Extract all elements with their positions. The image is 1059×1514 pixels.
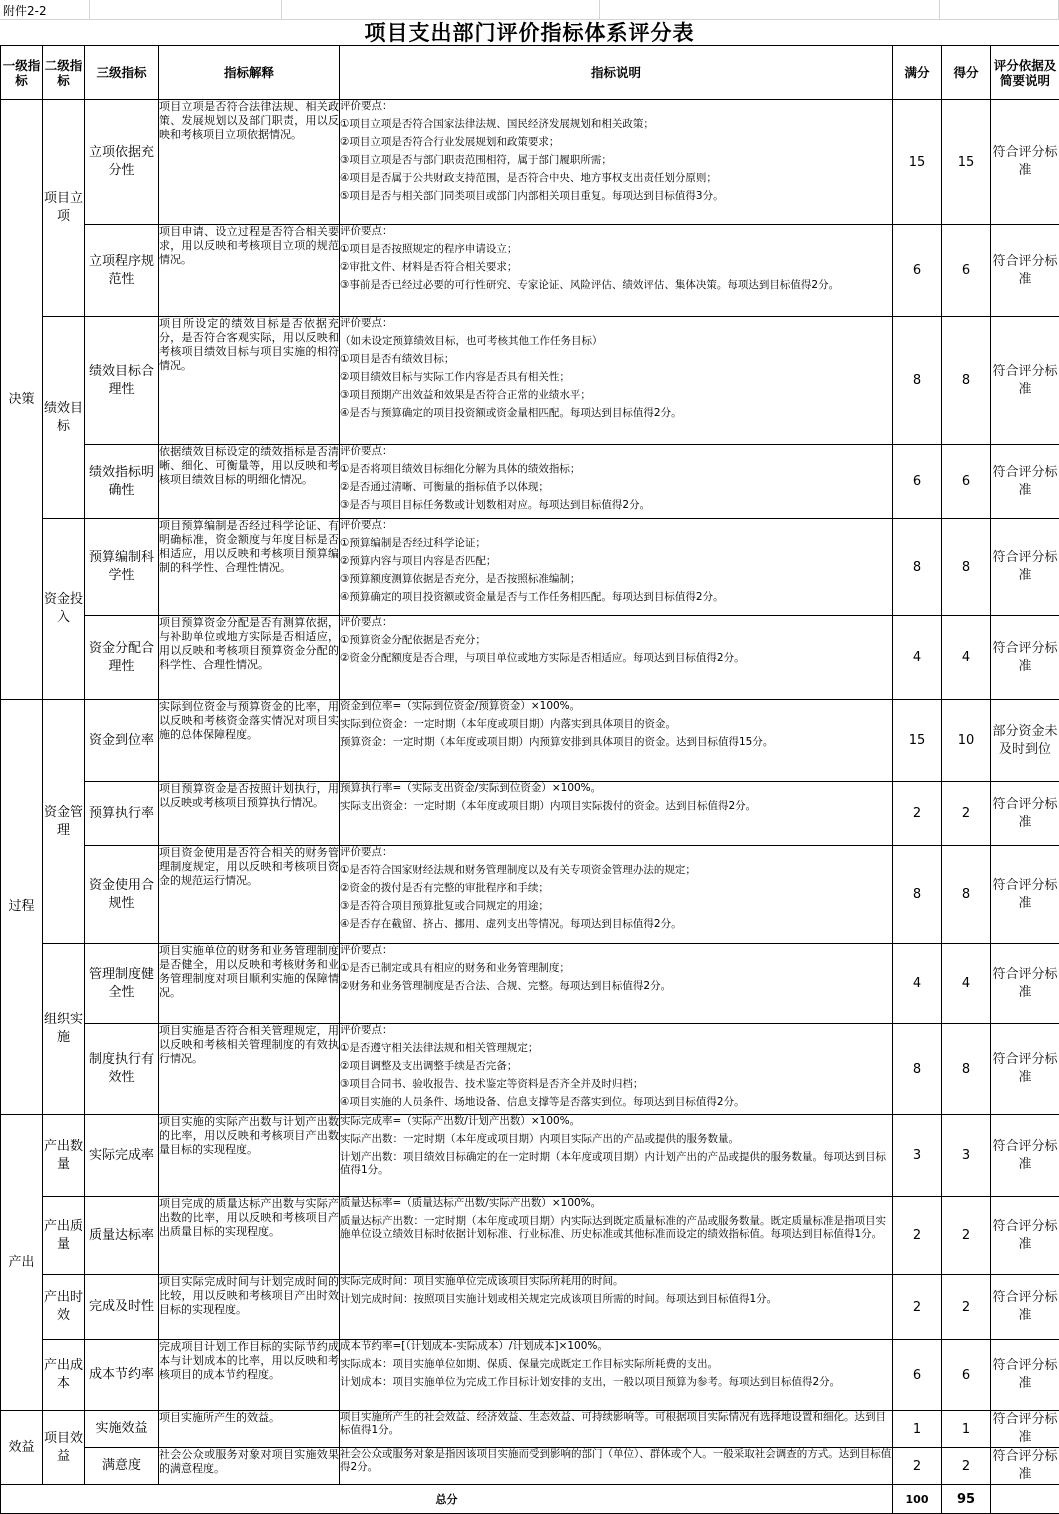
desc-line: ①预算编制是否经过科学论证； (340, 537, 892, 550)
desc-line: ③事前是否已经过必要的可行性研究、专家论证、风险评估、绩效评估、集体决策。每项达到目标值得2分。 (340, 279, 892, 292)
note-cell: 符合评分标准 (991, 782, 1059, 846)
full-score-cell: 8 (893, 317, 942, 445)
desc-line: ①是否符合国家财经法规和财务管理制度以及有关专项资金管理办法的规定； (340, 864, 892, 877)
desc-line: 实际完成率=（实际产出数/计划产出数）×100%。 (340, 1115, 892, 1128)
level3-cell: 实际完成率 (85, 1115, 159, 1197)
desc-cell (340, 1115, 893, 1197)
desc-line: ①项目立项是否符合国家法律法规、国民经济发展规划和相关政策； (340, 118, 892, 131)
explain-cell: 项目立项是否符合法律法规、相关政策、发展规划以及部门职责，用以反映和考核项目立项依据情况。 (159, 100, 340, 225)
desc-line: 评价要点： (340, 944, 892, 957)
header-level3: 三级指标 (85, 46, 159, 100)
desc-cell (340, 1411, 893, 1448)
desc-line: ①是否已制定或具有相应的财务和业务管理制度； (340, 962, 892, 975)
desc-line: 计划成本：项目实施单位为完成工作目标计划安排的支出，一般以项目预算为参考。每项达到目标值得2分。 (340, 1376, 892, 1389)
table-row (1, 1024, 1059, 1115)
note-cell: 符合评分标准 (991, 1275, 1059, 1340)
full-score-cell: 15 (893, 700, 942, 782)
desc-line: ③是否与项目目标任务数或计划数相对应。每项达到目标值得2分。 (340, 499, 892, 512)
sheet-cell (89, 0, 282, 20)
note-cell: 符合评分标准 (991, 944, 1059, 1024)
table-body (1, 100, 1059, 1514)
evaluation-table (0, 45, 1059, 1514)
desc-line: ①项目是否有绩效目标； (340, 353, 892, 366)
full-score-cell: 3 (893, 1115, 942, 1197)
level2-cell: 组织实施 (43, 944, 85, 1115)
desc-line: ②项目立项是否符合行业发展规划和政策要求； (340, 136, 892, 149)
note-cell: 符合评分标准 (991, 445, 1059, 519)
desc-line: ①预算资金分配依据是否充分； (340, 634, 892, 647)
desc-line: ③是否符合项目预算批复或合同规定的用途； (340, 900, 892, 913)
desc-line: 评价要点： (340, 317, 892, 330)
level3-cell: 实施效益 (85, 1411, 159, 1448)
level3-cell: 立项程序规范性 (85, 225, 159, 317)
table-row (1, 1340, 1059, 1411)
full-score-cell: 1 (893, 1411, 942, 1448)
score-cell: 8 (942, 317, 991, 445)
table-row (1, 944, 1059, 1024)
score-cell: 2 (942, 1448, 991, 1485)
desc-line: ②财务和业务管理制度是否合法、合规、完整。每项达到目标值得2分。 (340, 980, 892, 993)
score-cell: 8 (942, 519, 991, 616)
full-score-cell: 15 (893, 100, 942, 225)
desc-line: ①是否将项目绩效目标细化分解为具体的绩效指标； (340, 463, 892, 476)
note-cell: 符合评分标准 (991, 1024, 1059, 1115)
score-cell: 3 (942, 1115, 991, 1197)
full-score-cell: 6 (893, 1340, 942, 1411)
header-explain: 指标解释 (159, 46, 340, 100)
table-row (1, 782, 1059, 846)
desc-line: 计划产出数：项目绩效目标确定的在一定时期（本年度或项目期）内计划产出的产品或提供的服务数量。每项达到目标值得1分。 (340, 1151, 892, 1177)
level3-cell: 管理制度健全性 (85, 944, 159, 1024)
level1-cell: 效益 (1, 1411, 43, 1485)
total-score: 95 (942, 1485, 991, 1514)
header-level1: 一级指标 (1, 46, 43, 100)
level2-cell: 绩效目标 (43, 317, 85, 519)
desc-line: ②资金的拨付是否有完整的审批程序和手续； (340, 882, 892, 895)
desc-line: 实际产出数：一定时期（本年度或项目期）内项目实际产出的产品或提供的服务数量。 (340, 1133, 892, 1146)
desc-line: 预算执行率=（实际支出资金/实际到位资金）×100%。 (340, 782, 892, 795)
level1-cell: 过程 (1, 700, 43, 1115)
level3-cell: 满意度 (85, 1448, 159, 1485)
sheet-cell (281, 0, 600, 20)
desc-cell (340, 225, 893, 317)
full-score-cell: 4 (893, 616, 942, 700)
desc-line: 评价要点： (340, 445, 892, 458)
explain-cell: 项目所设定的绩效目标是否依据充分，是否符合客观实际，用以反映和考核项目绩效目标与项目实施的相符情况。 (159, 317, 340, 445)
explain-cell: 项目预算编制是否经过科学论证、有明确标准，资金额度与年度目标是否相适应，用以反映和考核项目预算编制的科学性、合理性情况。 (159, 519, 340, 616)
desc-cell (340, 1340, 893, 1411)
table-row (1, 1115, 1059, 1197)
explain-cell: 项目实施单位的财务和业务管理制度是否健全，用以反映和考核财务和业务管理制度对项目顺利实施的保障情况。 (159, 944, 340, 1024)
note-cell: 符合评分标准 (991, 225, 1059, 317)
desc-line: ②是否通过清晰、可衡量的指标值予以体现； (340, 481, 892, 494)
level3-cell: 完成及时性 (85, 1275, 159, 1340)
note-cell: 符合评分标准 (991, 317, 1059, 445)
explain-cell: 依据绩效目标设定的绩效指标是否清晰、细化、可衡量等，用以反映和考核项目绩效目标的明细化情况。 (159, 445, 340, 519)
desc-line: ①项目是否按照规定的程序申请设立； (340, 243, 892, 256)
desc-line: 成本节约率=[（计划成本-实际成本）/计划成本]×100%。 (340, 1340, 892, 1353)
desc-line: ④项目是否属于公共财政支持范围，是否符合中央、地方事权支出责任划分原则； (340, 172, 892, 185)
full-score-cell: 2 (893, 782, 942, 846)
desc-line: 项目实施所产生的社会效益、经济效益、生态效益、可持续影响等。可根据项目实际情况有选择地设置和细化。达到目标值得1分。 (340, 1411, 892, 1437)
score-cell: 4 (942, 616, 991, 700)
desc-line: ⑤项目是否与相关部门同类项目或部门内部相关项目重复。每项达到目标值得3分。 (340, 190, 892, 203)
level2-cell: 项目立项 (43, 100, 85, 317)
desc-line: 资金到位率=（实际到位资金/预算资金）×100%。 (340, 700, 892, 713)
desc-cell (340, 100, 893, 225)
header-level2: 二级指标 (43, 46, 85, 100)
level3-cell: 绩效指标明确性 (85, 445, 159, 519)
desc-cell (340, 616, 893, 700)
desc-line: 质量达标率=（质量达标产出数/实际产出数）×100%。 (340, 1197, 892, 1210)
table-row (1, 616, 1059, 700)
score-cell: 8 (942, 1024, 991, 1115)
desc-cell (340, 944, 893, 1024)
table-row (1, 1197, 1059, 1275)
full-score-cell: 2 (893, 1448, 942, 1485)
score-cell: 2 (942, 1197, 991, 1275)
desc-line: 质量达标产出数：一定时期（本年度或项目期）内实际达到既定质量标准的产品或服务数量。既定质量标准是指项目实施单位设立绩效目标时依据计划标准、行业标准、历史标准或其他标准而设定的绩效指标值。每项达到目标值得1分。 (340, 1215, 892, 1241)
note-cell: 部分资金未及时到位 (991, 700, 1059, 782)
desc-line: （如未设定预算绩效目标，也可考核其他工作任务目标） (340, 335, 892, 348)
full-score-cell: 6 (893, 225, 942, 317)
score-cell: 4 (942, 944, 991, 1024)
score-cell: 2 (942, 1275, 991, 1340)
page-title: 项目支出部门评价指标体系评分表 (0, 20, 1059, 46)
level3-cell: 成本节约率 (85, 1340, 159, 1411)
level3-cell: 资金使用合规性 (85, 846, 159, 944)
desc-cell (340, 1197, 893, 1275)
note-cell: 符合评分标准 (991, 1411, 1059, 1448)
score-cell: 8 (942, 846, 991, 944)
level2-cell: 产出时效 (43, 1275, 85, 1340)
level2-cell: 资金管理 (43, 700, 85, 944)
desc-line: 评价要点： (340, 616, 892, 629)
level2-cell: 产出成本 (43, 1340, 85, 1411)
explain-cell: 项目实施所产生的效益。 (159, 1411, 340, 1448)
note-cell: 符合评分标准 (991, 100, 1059, 225)
desc-line: 评价要点： (340, 846, 892, 859)
full-score-cell: 8 (893, 1024, 942, 1115)
explain-cell: 完成项目计划工作目标的实际节约成本与计划成本的比率，用以反映和考核项目的成本节约程度。 (159, 1340, 340, 1411)
desc-line: ②项目调整及支出调整手续是否完备； (340, 1060, 892, 1073)
header-score: 得分 (942, 46, 991, 100)
explain-cell: 社会公众或服务对象对项目实施效果的满意程度。 (159, 1448, 340, 1485)
note-cell: 符合评分标准 (991, 616, 1059, 700)
explain-cell: 项目资金使用是否符合相关的财务管理制度规定，用以反映和考核项目资金的规范运行情况。 (159, 846, 340, 944)
full-score-cell: 8 (893, 519, 942, 616)
desc-line: ④预算确定的项目投资额或资金量是否与工作任务相匹配。每项达到目标值得2分。 (340, 591, 892, 604)
desc-line: ②项目绩效目标与实际工作内容是否具有相关性； (340, 371, 892, 384)
explain-cell: 项目实施的实际产出数与计划产出数的比率，用以反映和考核项目产出数量目标的实现程度。 (159, 1115, 340, 1197)
sheet-cell (599, 0, 940, 20)
full-score-cell: 2 (893, 1275, 942, 1340)
desc-line: ②资金分配额度是否合理，与项目单位或地方实际是否相适应。每项达到目标值得2分。 (340, 652, 892, 665)
desc-line: 实际完成时间：项目实施单位完成该项目实际所耗用的时间。 (340, 1275, 892, 1288)
total-row (1, 1485, 1059, 1514)
desc-cell (340, 782, 893, 846)
attachment-label: 附件2-2 (3, 2, 47, 19)
explain-cell: 项目申请、设立过程是否符合相关要求，用以反映和考核项目立项的规范情况。 (159, 225, 340, 317)
desc-line: ①是否遵守相关法律法规和相关管理规定； (340, 1042, 892, 1055)
full-score-cell: 2 (893, 1197, 942, 1275)
header-row (1, 46, 1059, 100)
table-row (1, 100, 1059, 225)
explain-cell: 项目完成的质量达标产出数与实际产出数的比率，用以反映和考核项目产出质量目标的实现程度。 (159, 1197, 340, 1275)
desc-cell (340, 846, 893, 944)
desc-line: ③项目预期产出效益和效果是否符合正常的业绩水平； (340, 389, 892, 402)
level3-cell: 资金分配合理性 (85, 616, 159, 700)
desc-line: ③预算额度测算依据是否充分，是否按照标准编制； (340, 573, 892, 586)
desc-line: ②预算内容与项目内容是否匹配； (340, 555, 892, 568)
score-cell: 6 (942, 1340, 991, 1411)
desc-line: ②审批文件、材料是否符合相关要求； (340, 261, 892, 274)
desc-line: 实际到位资金：一定时期（本年度或项目期）内落实到具体项目的资金。 (340, 718, 892, 731)
table-row (1, 445, 1059, 519)
level3-cell: 资金到位率 (85, 700, 159, 782)
total-note (991, 1485, 1059, 1514)
score-cell: 6 (942, 225, 991, 317)
table-row (1, 700, 1059, 782)
desc-line: 评价要点： (340, 1024, 892, 1037)
note-cell: 符合评分标准 (991, 1448, 1059, 1485)
desc-cell (340, 317, 893, 445)
header-full: 满分 (893, 46, 942, 100)
header-note: 评分依据及简要说明 (991, 46, 1059, 100)
desc-line: ③项目合同书、验收报告、技术鉴定等资料是否齐全并及时归档； (340, 1078, 892, 1091)
note-cell: 符合评分标准 (991, 1115, 1059, 1197)
table-row (1, 519, 1059, 616)
desc-line: 评价要点： (340, 519, 892, 532)
desc-line: ④项目实施的人员条件、场地设备、信息支撑等是否落实到位。每项达到目标值得2分。 (340, 1096, 892, 1109)
desc-line: 实际支出资金：一定时期（本年度或项目期）内项目实际拨付的资金。达到目标值得2分。 (340, 800, 892, 813)
table-row (1, 1411, 1059, 1448)
desc-cell (340, 1024, 893, 1115)
desc-line: ③项目立项是否与部门职责范围相符，属于部门履职所需； (340, 154, 892, 167)
desc-line: 评价要点： (340, 225, 892, 238)
score-cell: 15 (942, 100, 991, 225)
total-full: 100 (893, 1485, 942, 1514)
table-row (1, 1448, 1059, 1485)
note-cell: 符合评分标准 (991, 1340, 1059, 1411)
score-cell: 6 (942, 445, 991, 519)
spreadsheet-top-row (0, 0, 1059, 20)
level2-cell: 产出数量 (43, 1115, 85, 1197)
explain-cell: 项目实际完成时间与计划完成时间的比较，用以反映和考核项目产出时效目标的实现程度。 (159, 1275, 340, 1340)
level2-cell: 项目效益 (43, 1411, 85, 1485)
table-row (1, 1275, 1059, 1340)
level2-cell: 产出质量 (43, 1197, 85, 1275)
sheet-cell (939, 0, 1059, 20)
desc-line: 社会公众或服务对象是指因该项目实施而受到影响的部门（单位）、群体或个人。一般采取社会调查的方式。达到目标值得2分。 (340, 1448, 892, 1474)
desc-line: 实际成本：项目实施单位如期、保质、保量完成既定工作目标实际所耗费的支出。 (340, 1358, 892, 1371)
level1-cell: 决策 (1, 100, 43, 700)
desc-cell (340, 1448, 893, 1485)
explain-cell: 项目预算资金是否按照计划执行，用以反映或考核项目预算执行情况。 (159, 782, 340, 846)
desc-cell (340, 700, 893, 782)
desc-cell (340, 519, 893, 616)
header-desc: 指标说明 (340, 46, 893, 100)
explain-cell: 项目预算资金分配是否有测算依据，与补助单位或地方实际是否相适应，用以反映和考核项目预算资金分配的科学性、合理性情况。 (159, 616, 340, 700)
desc-line: 计划完成时间：按照项目实施计划或相关规定完成该项目所需的时间。每项达到目标值得1分。 (340, 1293, 892, 1306)
level3-cell: 预算执行率 (85, 782, 159, 846)
level3-cell: 绩效目标合理性 (85, 317, 159, 445)
desc-line: 预算资金：一定时期（本年度或项目期）内预算安排到具体项目的资金。达到目标值得15分。 (340, 736, 892, 749)
score-cell: 10 (942, 700, 991, 782)
level3-cell: 立项依据充分性 (85, 100, 159, 225)
level2-cell: 资金投入 (43, 519, 85, 700)
level1-cell: 产出 (1, 1115, 43, 1411)
note-cell: 符合评分标准 (991, 1197, 1059, 1275)
full-score-cell: 8 (893, 846, 942, 944)
desc-line: ④是否与预算确定的项目投资额或资金量相匹配。每项达到目标值得2分。 (340, 407, 892, 420)
full-score-cell: 6 (893, 445, 942, 519)
level3-cell: 质量达标率 (85, 1197, 159, 1275)
desc-cell (340, 1275, 893, 1340)
score-cell: 1 (942, 1411, 991, 1448)
explain-cell: 项目实施是否符合相关管理规定，用以反映和考核相关管理制度的有效执行情况。 (159, 1024, 340, 1115)
explain-cell: 实际到位资金与预算资金的比率，用以反映和考核资金落实情况对项目实施的总体保障程度。 (159, 700, 340, 782)
table-row (1, 317, 1059, 445)
score-cell: 2 (942, 782, 991, 846)
table-row (1, 846, 1059, 944)
desc-line: 评价要点： (340, 100, 892, 113)
table-row (1, 225, 1059, 317)
note-cell: 符合评分标准 (991, 846, 1059, 944)
level3-cell: 预算编制科学性 (85, 519, 159, 616)
full-score-cell: 4 (893, 944, 942, 1024)
total-label: 总分 (1, 1485, 893, 1514)
desc-line: ④是否存在截留、挤占、挪用、虚列支出等情况。每项达到目标值得2分。 (340, 918, 892, 931)
note-cell: 符合评分标准 (991, 519, 1059, 616)
level3-cell: 制度执行有效性 (85, 1024, 159, 1115)
desc-cell (340, 445, 893, 519)
